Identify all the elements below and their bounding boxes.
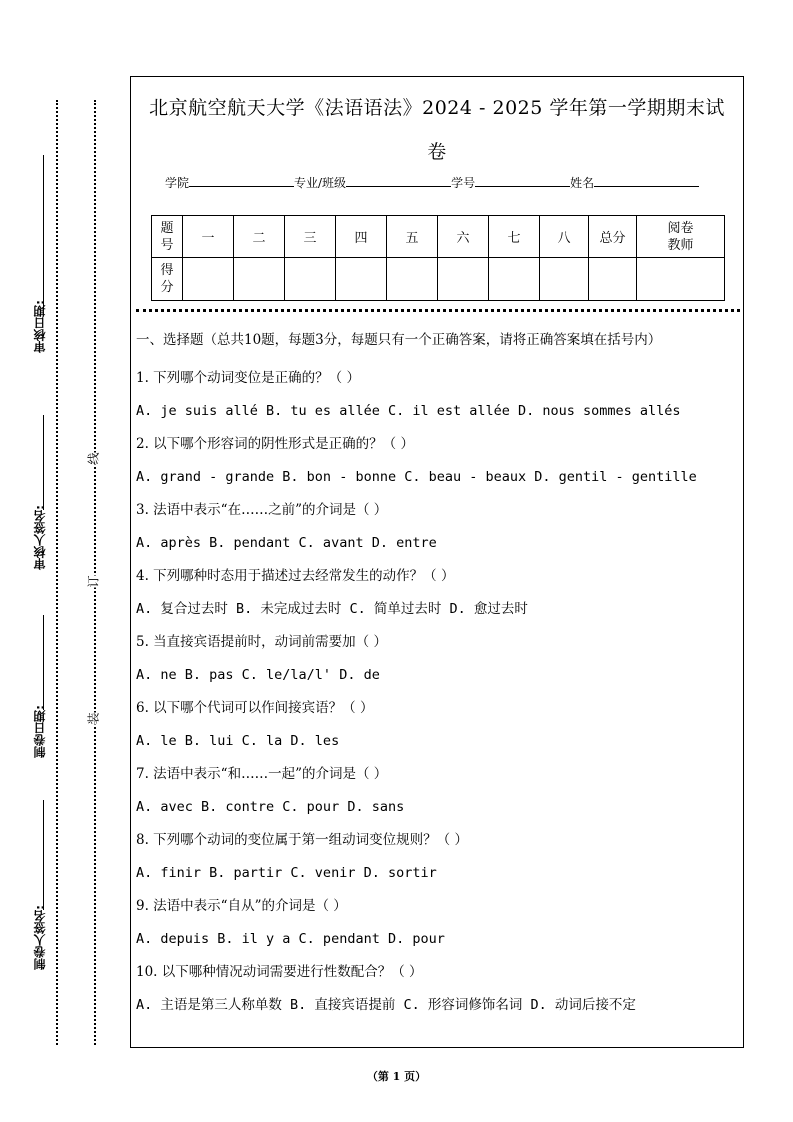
- options-4: A. 复合过去时 B. 未完成过去时 C. 简单过去时 D. 愈过去时: [136, 601, 528, 617]
- options-2: A. grand - grande B. bon - bonne C. beau - beaux D. gentil - gentille: [136, 469, 697, 485]
- score-cell-2[interactable]: [234, 258, 285, 301]
- score-col-total: 总分: [589, 216, 637, 258]
- options-8: A. finir B. partir C. venir D. sortir: [136, 865, 437, 881]
- score-table-score-row: [152, 258, 725, 301]
- binding-dotted-line-outer: [56, 100, 58, 1045]
- section-heading: 一、选择题（总共10题，每题3分，每题只有一个正确答案，请将正确答案填在括号内）: [136, 332, 662, 348]
- question-5: 5. 当直接宾语提前时，动词前需要加（ ）: [136, 634, 387, 650]
- score-col-3: 三: [285, 216, 336, 258]
- options-10: A. 主语是第三人称单数 B. 直接宾语提前 C. 形容词修饰名词 D. 动词后接不定: [136, 997, 636, 1013]
- student-info-row: [165, 174, 725, 191]
- score-cell-reviewer[interactable]: [637, 258, 725, 301]
- binding-mark-line: 线: [83, 452, 104, 464]
- reviewer-sign-label: 审核人签名:: [33, 505, 47, 570]
- question-1: 1. 下列哪个动词变位是正确的？（ ）: [136, 370, 360, 386]
- signature-line-reviewer[interactable]: [43, 415, 44, 510]
- header-separator: [136, 309, 740, 312]
- exam-title: [134, 86, 740, 174]
- score-cell-total[interactable]: [589, 258, 637, 301]
- binding-dotted-line-inner: [94, 100, 96, 1045]
- score-cell-8[interactable]: [540, 258, 589, 301]
- field-label-college: 学院: [165, 176, 190, 190]
- score-col-8: 八: [540, 216, 589, 258]
- question-3: 3. 法语中表示“在……之前”的介词是（ ）: [136, 502, 388, 518]
- score-col-6: 六: [438, 216, 489, 258]
- field-label-name: 姓名: [570, 176, 595, 190]
- options-5: A. ne B. pas C. le/la/l' D. de: [136, 667, 380, 683]
- signature-line-paper-maker[interactable]: [43, 800, 44, 910]
- score-table-label-question: 题 号: [152, 216, 183, 258]
- question-8: 8. 下列哪个动词的变位属于第一组动词变位规则？（ ）: [136, 832, 468, 848]
- paper-date-label: 制卷日期:: [33, 705, 47, 758]
- score-col-5: 五: [387, 216, 438, 258]
- binding-mark-order: 订: [83, 575, 104, 587]
- score-cell-1[interactable]: [183, 258, 234, 301]
- field-input-college[interactable]: [189, 174, 294, 187]
- signature-line-paper-date[interactable]: [43, 615, 44, 710]
- score-table-label-score: 得 分: [152, 258, 183, 301]
- score-col-reviewer: 阅卷 教师: [637, 216, 725, 258]
- score-cell-6[interactable]: [438, 258, 489, 301]
- review-date-label: 审核日期:: [33, 300, 47, 353]
- options-6: A. le B. lui C. la D. les: [136, 733, 340, 749]
- field-label-major-class: 专业/班级: [294, 176, 347, 190]
- score-col-4: 四: [336, 216, 387, 258]
- score-col-1: 一: [183, 216, 234, 258]
- options-9: A. depuis B. il y a C. pendant D. pour: [136, 931, 445, 947]
- field-input-student-id[interactable]: [475, 174, 570, 187]
- score-table-header-row: [152, 216, 725, 258]
- field-label-student-id: 学号: [451, 176, 476, 190]
- question-9: 9. 法语中表示“自从”的介词是（ ）: [136, 898, 347, 914]
- exam-title-line1: 北京航空航天大学《法语语法》2024 - 2025 学年第一学期期末试: [149, 97, 725, 119]
- score-table: [151, 215, 725, 301]
- binding-mark-bind: 装: [83, 712, 104, 724]
- score-col-7: 七: [489, 216, 540, 258]
- score-cell-4[interactable]: [336, 258, 387, 301]
- options-3: A. après B. pendant C. avant D. entre: [136, 535, 437, 551]
- score-cell-5[interactable]: [387, 258, 438, 301]
- field-input-name[interactable]: [594, 174, 699, 187]
- field-input-major-class[interactable]: [346, 174, 451, 187]
- score-cell-3[interactable]: [285, 258, 336, 301]
- question-4: 4. 下列哪种时态用于描述过去经常发生的动作？（ ）: [136, 568, 455, 584]
- question-2: 2. 以下哪个形容词的阴性形式是正确的？（ ）: [136, 436, 414, 452]
- question-6: 6. 以下哪个代词可以作间接宾语？（ ）: [136, 700, 374, 716]
- paper-maker-sign-label: 制卷人签名:: [33, 905, 47, 970]
- question-10: 10. 以下哪种情况动词需要进行性数配合？（ ）: [136, 964, 423, 980]
- signature-line-review-date[interactable]: [43, 155, 44, 310]
- question-7: 7. 法语中表示“和……一起”的介词是（ ）: [136, 766, 388, 782]
- page-number: （第 1 页）: [366, 1070, 427, 1083]
- exam-title-line2: 卷: [427, 141, 447, 163]
- section-multiple-choice: [136, 330, 742, 1022]
- score-cell-7[interactable]: [489, 258, 540, 301]
- options-1: A. je suis allé B. tu es allée C. il est allée D. nous sommes allés: [136, 403, 681, 419]
- options-7: A. avec B. contre C. pour D. sans: [136, 799, 405, 815]
- score-col-2: 二: [234, 216, 285, 258]
